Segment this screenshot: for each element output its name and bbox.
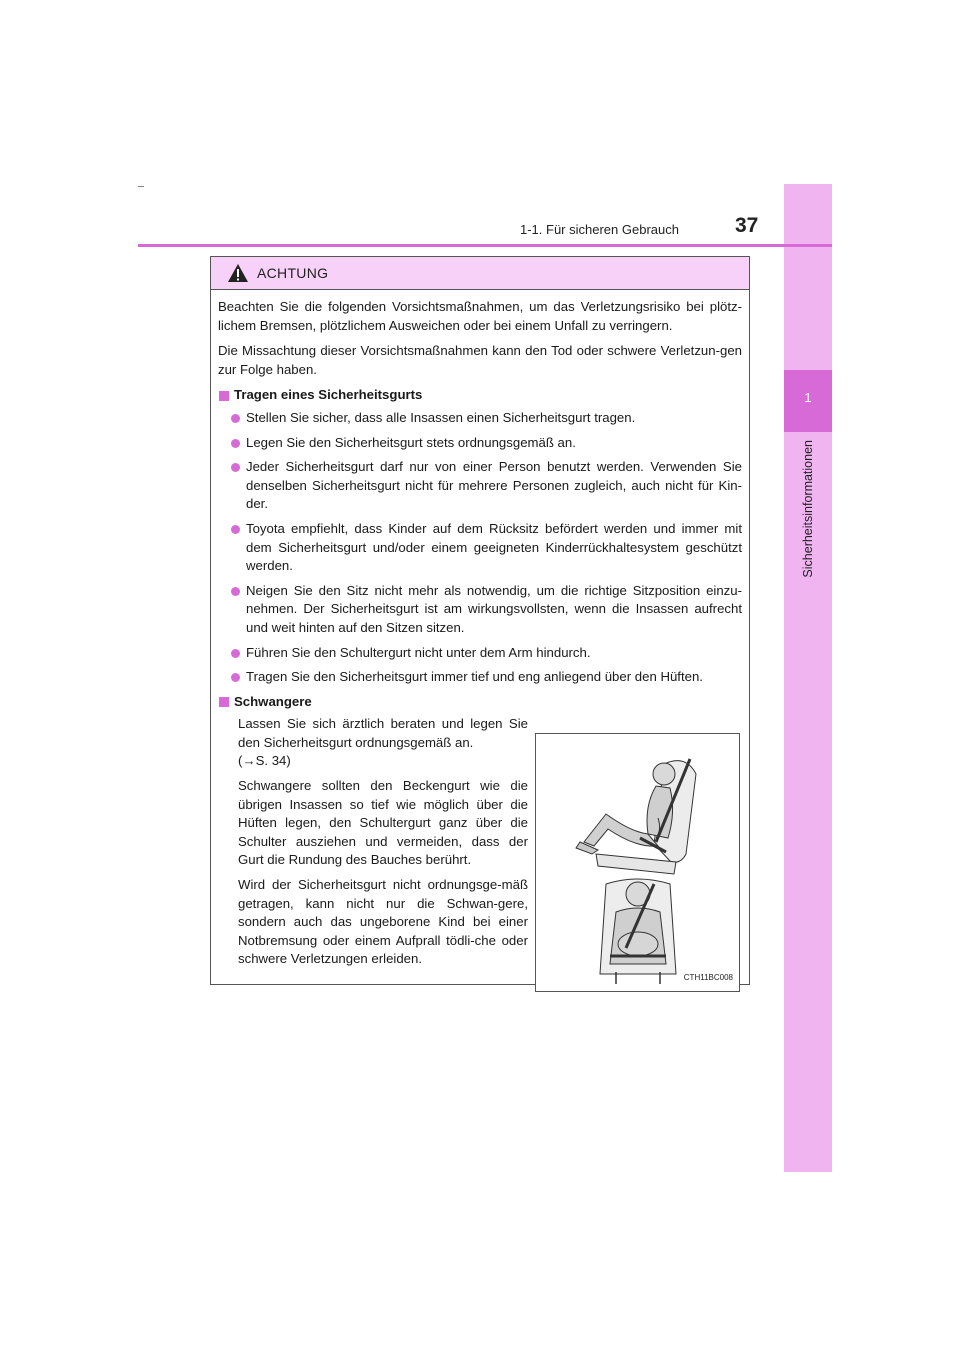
chapter-side-tab: [784, 184, 832, 1172]
list-item-text: Toyota empfiehlt, dass Kinder auf dem Rücksitz befördert werden und immer mit dem Sicherheitsgurt und/oder einem geeigneten Kinderrückhaltesystem geschützt werden.: [246, 520, 742, 574]
round-bullet-icon: [231, 673, 240, 682]
list-item-text: Legen Sie den Sicherheitsgurt stets ordnungsgemäß an.: [246, 434, 576, 450]
warning-intro-2: Die Missachtung dieser Vorsichtsmaßnahmen kann den Tod oder schwere Verletzun-gen zur Folge haben.: [218, 343, 742, 377]
list-item: [231, 458, 742, 514]
page-reference: (→S. 34): [238, 753, 291, 769]
crop-mark: [138, 186, 144, 187]
list-item-text: Jeder Sicherheitsgurt darf nur von einer Person benutzt werden. Verwenden Sie denselben Sicherheitsgurt nicht für mehrere Personen zugleich, auch nicht für Kin-der.: [246, 459, 742, 512]
round-bullet-icon: [231, 439, 240, 448]
list-item: [231, 409, 742, 428]
list-item: [231, 434, 742, 453]
list-item: [231, 582, 742, 638]
list-item: [231, 668, 742, 687]
list-item-text: Führen Sie den Schultergurt nicht unter dem Arm hindurch.: [246, 644, 591, 660]
pregnant-seatbelt-illustration: [535, 733, 740, 992]
page-number: 37: [735, 214, 759, 237]
header-rule: [138, 244, 832, 247]
round-bullet-icon: [231, 649, 240, 658]
chapter-side-label-text: Sicherheitsinformationen: [801, 440, 815, 578]
section-heading-pregnant: [218, 693, 742, 712]
warning-triangle-icon: [227, 263, 249, 283]
square-bullet-icon: [219, 391, 229, 401]
list-item-text: Stellen Sie sicher, dass alle Insassen einen Sicherheitsgurt tragen.: [246, 409, 636, 425]
warning-box: [210, 256, 750, 985]
list-item: [231, 644, 742, 663]
list-item: [231, 520, 742, 576]
chapter-number: 1: [804, 390, 812, 405]
pregnant-para-3: Wird der Sicherheitsgurt nicht ordnungsge-mäß getragen, kann nicht nur die Schwan-gere, sondern auch das ungeborene Kind bei einer Notbremsung oder einem Aufprall tödli-che oder schwere Verletzungen erleiden.: [238, 877, 528, 967]
pregnant-para-1: [238, 715, 528, 771]
chapter-side-label: [786, 440, 830, 590]
warning-content: [211, 290, 749, 982]
chapter-title: 1-1. Für sicheren Gebrauch: [520, 222, 679, 237]
pregnant-para-1-text: Lassen Sie sich ärztlich beraten und legen Sie den Sicherheitsgurt ordnungsgemäß an.: [238, 716, 528, 750]
round-bullet-icon: [231, 463, 240, 472]
warning-header: [211, 257, 749, 290]
round-bullet-icon: [231, 525, 240, 534]
section-heading-seatbelt: [218, 386, 742, 405]
list-item-text: Neigen Sie den Sitz nicht mehr als notwendig, um die richtige Sitzposition einzu-nehmen. Der Sicherheitsgurt ist am wirkungsvollsten, wenn die Insassen aufrecht und weit hinten auf den Sitzen sitzen.: [246, 582, 742, 635]
seatbelt-illustration-drawing: [536, 734, 739, 991]
section-heading-pregnant-text: Schwangere: [234, 693, 312, 709]
list-item-text: Tragen Sie den Sicherheitsgurt immer tief und eng anliegend über den Hüften.: [246, 669, 703, 685]
square-bullet-icon: [219, 697, 229, 707]
pregnant-para-2: Schwangere sollten den Beckengurt wie die übrigen Insassen so tief wie möglich über die Hüften legen, den Schultergurt ganz über die Schulter ausziehen und vermeiden, dass der Gurt die Rundung des Bauches berührt.: [238, 778, 528, 868]
round-bullet-icon: [231, 414, 240, 423]
warning-intro-1: Beachten Sie die folgenden Vorsichtsmaßnahmen, um das Verletzungsrisiko bei plötz-lichem Bremsen, plötzlichem Ausweichen oder bei einem Unfall zu verringern.: [218, 299, 742, 333]
figure-code: CTH11BC008: [683, 972, 733, 982]
pregnant-section: [218, 715, 742, 982]
section-heading-seatbelt-text: Tragen eines Sicherheitsgurts: [234, 387, 423, 403]
pregnant-text: [238, 715, 528, 969]
round-bullet-icon: [231, 587, 240, 596]
warning-title: ACHTUNG: [257, 265, 329, 281]
